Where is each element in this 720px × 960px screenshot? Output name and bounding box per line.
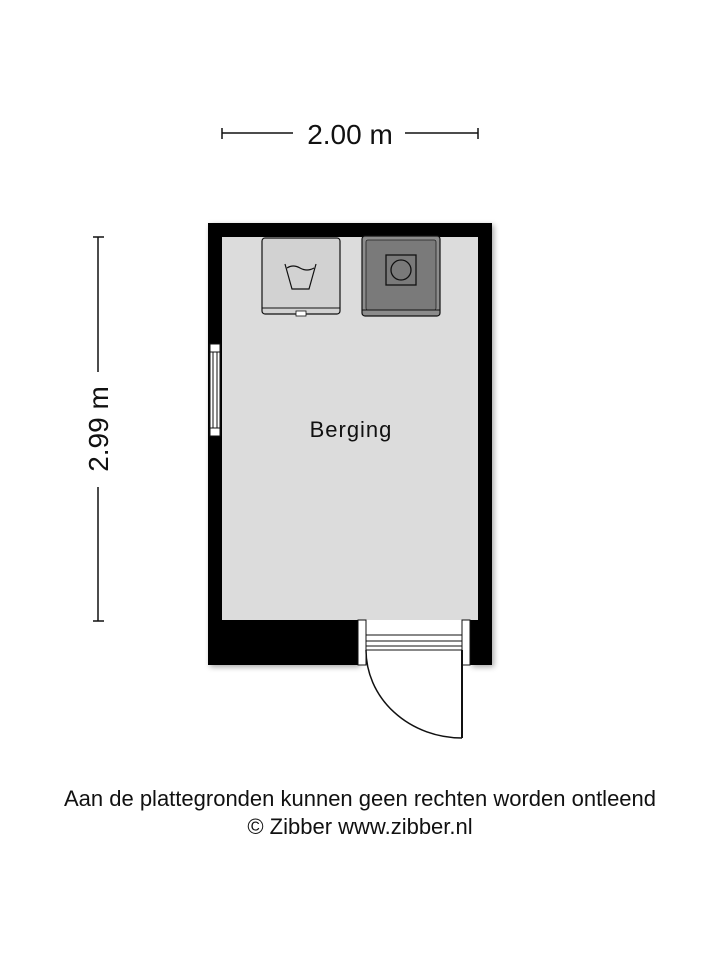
room-label: Berging (309, 417, 393, 442)
width-label: 2.00 m (307, 119, 393, 150)
copyright-text: © Zibber www.zibber.nl (247, 814, 473, 839)
height-dimension (83, 237, 114, 621)
disclaimer-text: Aan de plattegronden kunnen geen rechten worden ontleend (63, 786, 657, 811)
door (358, 620, 470, 738)
washing-machine (262, 238, 340, 316)
height-label: 2.99 m (83, 386, 114, 472)
width-dimension (222, 119, 478, 150)
dryer (362, 236, 440, 316)
window (210, 344, 220, 436)
